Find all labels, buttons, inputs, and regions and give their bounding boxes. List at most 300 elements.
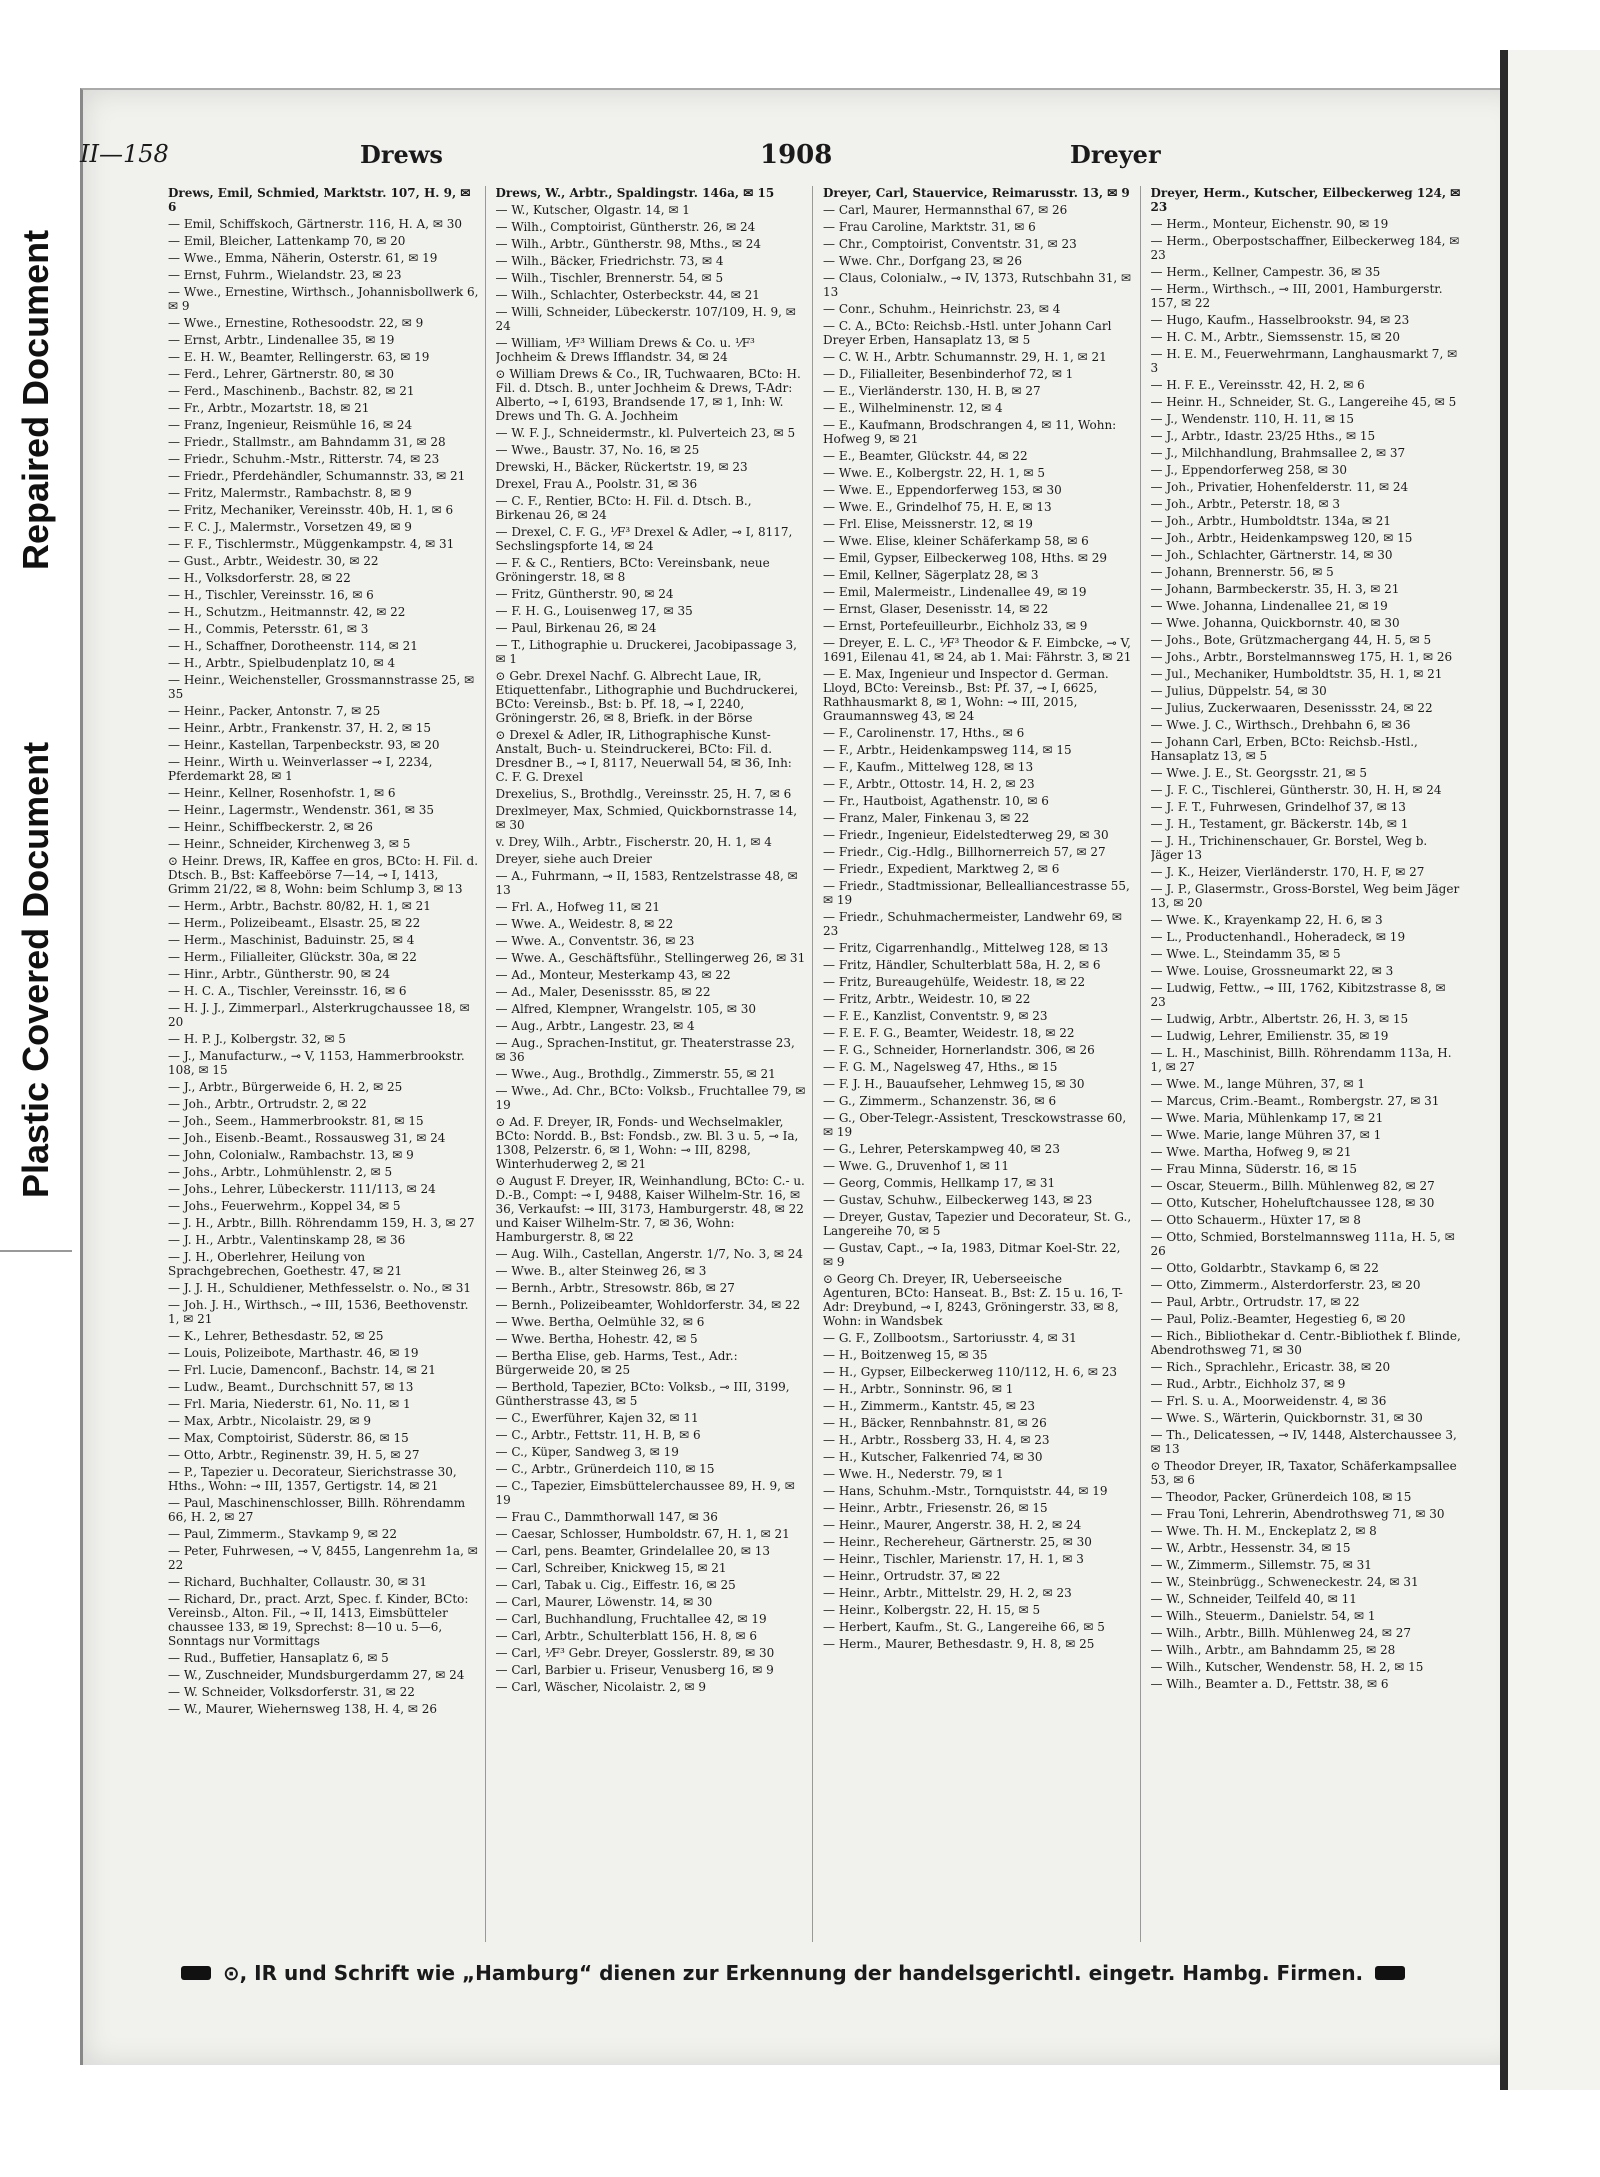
page-number: II—158	[80, 140, 169, 168]
directory-entry: — H., Schutzm., Heitmannstr. 42, ✉ 22	[168, 605, 406, 619]
directory-entry: — Hans, Schuhm.-Mstr., Tornquiststr. 44, ✉ 19	[823, 1484, 1108, 1498]
directory-entry: — Herm., Kellner, Campestr. 36, ✉ 35	[1150, 265, 1381, 279]
directory-entry: — Ernst, Glaser, Desenisstr. 14, ✉ 22	[823, 602, 1049, 616]
directory-entry: — Ferd., Maschinenb., Bachstr. 82, ✉ 21	[168, 384, 415, 398]
directory-entry: — C., Ewerführer, Kajen 32, ✉ 11	[495, 1411, 699, 1425]
directory-entry: — Carl, pens. Beamter, Grindelallee 20, ✉ 13	[495, 1544, 770, 1558]
directory-entry: — Fritz, Bureaugehülfe, Weidestr. 18, ✉ 22	[823, 975, 1086, 989]
directory-entry: — G., Lehrer, Peterskampweg 40, ✉ 23	[823, 1142, 1060, 1156]
directory-entry: — J. F. T., Fuhrwesen, Grindelhof 37, ✉ 13	[1150, 800, 1406, 814]
directory-entry: — Rich., Bibliothekar d. Centr.-Bibliothek f. Blinde, Abendrothsweg 71, ✉ 30	[1150, 1329, 1461, 1357]
directory-entry: — J. H., Arbtr., Valentinskamp 28, ✉ 36	[168, 1233, 406, 1247]
directory-entry: — Willi, Schneider, Lübeckerstr. 107/109, H. 9, ✉ 24	[495, 305, 796, 333]
directory-entry: — Chr., Comptoirist, Conventstr. 31, ✉ 23	[823, 237, 1077, 251]
directory-entry: — J., Manufacturw., ⊸ V, 1153, Hammerbrookstr. 108, ✉ 15	[168, 1049, 465, 1077]
directory-entry: — Frau Minna, Süderstr. 16, ✉ 15	[1150, 1162, 1357, 1176]
directory-entry: Drews, W., Arbtr., Spaldingstr. 146a, ✉ 15	[495, 186, 775, 200]
directory-entry: — Heinr. H., Schneider, St. G., Langereihe 45, ✉ 5	[1150, 395, 1457, 409]
directory-entry: — Bertha Elise, geb. Harms, Test., Adr.: Bürgerweide 20, ✉ 25	[495, 1349, 738, 1377]
pointing-hand-icon	[1375, 1966, 1405, 1980]
directory-entry: — F. G. M., Nagelsweg 47, Hths., ✉ 15	[823, 1060, 1058, 1074]
directory-entry: — A., Fuhrmann, ⊸ II, 1583, Rentzelstrasse 48, ✉ 13	[495, 869, 798, 897]
directory-entry: — K., Lehrer, Bethesdastr. 52, ✉ 25	[168, 1329, 384, 1343]
directory-entry: — Paul, Poliz.-Beamter, Hegestieg 6, ✉ 20	[1150, 1312, 1406, 1326]
directory-entry: — Julius, Zuckerwaaren, Desenissstr. 24, ✉ 22	[1150, 701, 1433, 715]
directory-entry: — Johann, Brennerstr. 56, ✉ 5	[1150, 565, 1334, 579]
directory-entry: — Carl, Wäscher, Nicolaistr. 2, ✉ 9	[495, 1680, 706, 1694]
directory-entry: — C., Arbtr., Grünerdeich 110, ✉ 15	[495, 1462, 715, 1476]
adjacent-page-edge	[1500, 50, 1600, 2090]
directory-entry: — Wwe., Baustr. 37, No. 16, ✉ 25	[495, 443, 700, 457]
directory-entry: — J., Arbtr., Bürgerweide 6, H. 2, ✉ 25	[168, 1080, 403, 1094]
directory-entry: — Wwe., Ad. Chr., BCto: Volksb., Fruchtallee 79, ✉ 19	[495, 1084, 806, 1112]
directory-entry: — W., Schneider, Teilfeld 40, ✉ 11	[1150, 1592, 1357, 1606]
directory-entry: — Wwe., Ernestine, Wirthsch., Johannisbollwerk 6, ✉ 9	[168, 285, 479, 313]
directory-entry: — Ernst, Portefeuilleurbr., Eichholz 33, ✉ 9	[823, 619, 1088, 633]
header-last-name: Dreyer	[1070, 140, 1161, 169]
directory-entry: — Fritz, Cigarrenhandlg., Mittelweg 128, ✉ 13	[823, 941, 1109, 955]
directory-entry: — Wwe. A., Weidestr. 8, ✉ 22	[495, 917, 674, 931]
directory-entry: — H., Arbtr., Rossberg 33, H. 4, ✉ 23	[823, 1433, 1050, 1447]
directory-entry: — E., Beamter, Glückstr. 44, ✉ 22	[823, 449, 1028, 463]
directory-entry: Drexelius, S., Brothdlg., Vereinsstr. 25, H. 7, ✉ 6	[495, 787, 792, 801]
directory-entry: — Max, Arbtr., Nicolaistr. 29, ✉ 9	[168, 1414, 371, 1428]
directory-entry: — P., Tapezier u. Decorateur, Sierichstrasse 30, Hths., Wohn: ⊸ III, 1357, Gertigstr. 14, ✉ 21	[168, 1465, 457, 1493]
directory-entry: — H., Arbtr., Sonninstr. 96, ✉ 1	[823, 1382, 1014, 1396]
directory-entry: — Heinr., Weichensteller, Grossmannstrasse 25, ✉ 35	[168, 673, 475, 701]
directory-entry: ⊙ Ad. F. Dreyer, IR, Fonds- und Wechselmakler, BCto: Nordd. B., Bst: Fondsb., zw. Bl. 3 u. 5, ⊸ Ia, 1308, Pelzerstr. 6, ✉ 1, Wohn: ⊸ III, 8298, Winterhuderweg 2, ✉ 21	[495, 1115, 799, 1171]
directory-entry: — H., Schaffner, Dorotheenstr. 114, ✉ 21	[168, 639, 418, 653]
directory-entry: — Drexel, C. F. G., ⅟F³ Drexel & Adler, ⊸ I, 8117, Sechslingspforte 14, ✉ 24	[495, 525, 793, 553]
directory-entry: — C., Küper, Sandweg 3, ✉ 19	[495, 1445, 679, 1459]
directory-entry: — H., Gypser, Eilbeckerweg 110/112, H. 6, ✉ 23	[823, 1365, 1117, 1379]
directory-entry: — Bernh., Arbtr., Stresowstr. 86b, ✉ 27	[495, 1281, 735, 1295]
directory-entry: — Emil, Schiffskoch, Gärtnerstr. 116, H. A, ✉ 30	[168, 217, 462, 231]
directory-entry: — H. C. M., Arbtr., Siemssenstr. 15, ✉ 20	[1150, 330, 1401, 344]
directory-entry: — Paul, Arbtr., Ortrudstr. 17, ✉ 22	[1150, 1295, 1360, 1309]
directory-entry: — J. H., Trichinenschauer, Gr. Borstel, Weg b. Jäger 13	[1150, 834, 1428, 862]
directory-entry: — Wwe., Ernestine, Rothesoodstr. 22, ✉ 9	[168, 316, 424, 330]
directory-entry: — Ludwig, Arbtr., Albertstr. 26, H. 3, ✉ 15	[1150, 1012, 1409, 1026]
directory-entry: — G., Zimmerm., Schanzenstr. 36, ✉ 6	[823, 1094, 1057, 1108]
directory-entry: Drewski, H., Bäcker, Rückertstr. 19, ✉ 23	[495, 460, 748, 474]
directory-entry: — Johs., Feuerwehrm., Koppel 34, ✉ 5	[168, 1199, 401, 1213]
directory-entry: ⊙ Gebr. Drexel Nachf. G. Albrecht Laue, IR, Etiquettenfabr., Lithographie und Buchdruckerei, BCto: Vereinsb., Bst: b. Pf. 18, ⊸ I, 2240, Gröningerstr. 26, ✉ 8, Briefk. in der Börse	[495, 669, 799, 725]
footer-note: ⊙, IR und Schrift wie „Hamburg“ dienen zur Erkennung der handelsgerichtl. eingetr. Hambg. Firmen.	[222, 1961, 1364, 1985]
directory-entry: — Wilh., Bäcker, Friedrichstr. 73, ✉ 4	[495, 254, 724, 268]
directory-entry: — Herm., Filialleiter, Glückstr. 30a, ✉ 22	[168, 950, 417, 964]
directory-entry: — Alfred, Klempner, Wrangelstr. 105, ✉ 30	[495, 1002, 756, 1016]
directory-entry: — Dreyer, E. L. C., ⅟F³ Theodor & F. Eimbcke, ⊸ V, 1691, Eilenau 41, ✉ 24, ab 1. Mai: Fährstr. 3, ✉ 21	[823, 636, 1132, 664]
directory-entry: — F. & C., Rentiers, BCto: Vereinsbank, neue Gröningerstr. 18, ✉ 8	[495, 556, 770, 584]
directory-column-1	[168, 186, 486, 1942]
directory-entry: — Otto, Schmied, Borstelmannsweg 111a, H. 5, ✉ 26	[1150, 1230, 1455, 1258]
directory-entry: — Heinr., Schiffbeckerstr. 2, ✉ 26	[168, 820, 373, 834]
directory-entry: — Gustav, Capt., ⊸ Ia, 1983, Ditmar Koel-Str. 22, ✉ 9	[823, 1241, 1121, 1269]
directory-entry: — Johann, Barmbeckerstr. 35, H. 3, ✉ 21	[1150, 582, 1400, 596]
directory-entry: — C., Tapezier, Eimsbüttelerchaussee 89, H. 9, ✉ 19	[495, 1479, 795, 1507]
directory-entry: — Berthold, Tapezier, BCto: Volksb., ⊸ III, 3199, Güntherstrasse 43, ✉ 5	[495, 1380, 790, 1408]
directory-entry: — Wilh., Schlachter, Osterbeckstr. 44, ✉ 21	[495, 288, 760, 302]
directory-entry: — Fritz, Malermstr., Rambachstr. 8, ✉ 9	[168, 486, 412, 500]
plastic-covered-document-label: Plastic Covered Document	[0, 690, 72, 1252]
directory-entry: — J. H., Testament, gr. Bäckerstr. 14b, ✉ 1	[1150, 817, 1409, 831]
directory-entry: — Frl. Lucie, Damenconf., Bachstr. 14, ✉ 21	[168, 1363, 436, 1377]
directory-entry: ⊙ Heinr. Drews, IR, Kaffee en gros, BCto: H. Fil. d. Dtsch. B., Bst: Kaffeebörse 7—14, ⊸ I, 1413, Grimm 21/22, ✉ 8, Wohn: beim Schlump 3, ✉ 13	[168, 854, 479, 896]
directory-entry: — Herbert, Kaufm., St. G., Langereihe 66, ✉ 5	[823, 1620, 1105, 1634]
directory-entry: — Friedr., Stadtmissionar, Bellealliancestrasse 55, ✉ 19	[823, 879, 1130, 907]
directory-entry: Dreyer, Herm., Kutscher, Eilbeckerweg 124, ✉ 23	[1150, 186, 1461, 214]
directory-entry: — Heinr., Arbtr., Frankenstr. 37, H. 2, ✉ 15	[168, 721, 432, 735]
directory-entry: — Otto, Arbtr., Reginenstr. 39, H. 5, ✉ 27	[168, 1448, 420, 1462]
directory-entry: v. Drey, Wilh., Arbtr., Fischerstr. 20, H. 1, ✉ 4	[495, 835, 772, 849]
directory-entry: — Johs., Lehrer, Lübeckerstr. 111/113, ✉ 24	[168, 1182, 436, 1196]
directory-entry: — Friedr., Cig.-Hdlg., Billhornerreich 57, ✉ 27	[823, 845, 1106, 859]
directory-entry: — Johs., Arbtr., Borstelmannsweg 175, H. 1, ✉ 26	[1150, 650, 1453, 664]
directory-entry: — W., Arbtr., Hessenstr. 34, ✉ 15	[1150, 1541, 1351, 1555]
directory-entry: — Friedr., Schuhm.-Mstr., Ritterstr. 74, ✉ 23	[168, 452, 440, 466]
directory-entry: — Wwe. A., Conventstr. 36, ✉ 23	[495, 934, 695, 948]
directory-entry: — Fr., Arbtr., Mozartstr. 18, ✉ 21	[168, 401, 370, 415]
directory-entry: — C. W. H., Arbtr. Schumannstr. 29, H. 1, ✉ 21	[823, 350, 1107, 364]
directory-entry: — Wwe. H., Nederstr. 79, ✉ 1	[823, 1467, 1004, 1481]
directory-entry: — Wwe. E., Eppendorferweg 153, ✉ 30	[823, 483, 1062, 497]
directory-entry: — F., Arbtr., Heidenkampsweg 114, ✉ 15	[823, 743, 1072, 757]
directory-entry: — Heinr., Arbtr., Mittelstr. 29, H. 2, ✉ 23	[823, 1586, 1072, 1600]
directory-entry: — J. P., Glasermstr., Gross-Borstel, Weg beim Jäger 13, ✉ 20	[1150, 882, 1460, 910]
directory-entry: — Heinr., Ortrudstr. 37, ✉ 22	[823, 1569, 1001, 1583]
directory-entry: — Friedr., Stallmstr., am Bahndamm 31, ✉ 28	[168, 435, 446, 449]
directory-entry: — Wwe. B., alter Steinweg 26, ✉ 3	[495, 1264, 707, 1278]
directory-entry: — Wilh., Tischler, Brennerstr. 54, ✉ 5	[495, 271, 724, 285]
directory-entry: — Otto, Kutscher, Hoheluftchaussee 128, ✉ 30	[1150, 1196, 1435, 1210]
pointing-hand-icon	[181, 1966, 211, 1980]
directory-entry: — Bernh., Polizeibeamter, Wohldorferstr. 34, ✉ 22	[495, 1298, 801, 1312]
directory-entry: — Wilh., Comptoirist, Güntherstr. 26, ✉ 24	[495, 220, 756, 234]
directory-entry: — Heinr., Tischler, Marienstr. 17, H. 1, ✉ 3	[823, 1552, 1084, 1566]
directory-entry: — Frau C., Dammthorwall 147, ✉ 36	[495, 1510, 718, 1524]
directory-entry: — Emil, Kellner, Sägerplatz 28, ✉ 3	[823, 568, 1039, 582]
directory-entry: — W., Zimmerm., Sillemstr. 75, ✉ 31	[1150, 1558, 1372, 1572]
directory-entry: — F. G., Schneider, Hornerlandstr. 306, ✉ 26	[823, 1043, 1095, 1057]
directory-entry: — E., Vierländerstr. 130, H. B, ✉ 27	[823, 384, 1041, 398]
directory-entry: — Richard, Dr., pract. Arzt, Spec. f. Kinder, BCto: Vereinsb., Alton. Fil., ⊸ II, 1413, Eimsbütteler chaussee 133, ✉ 19, Sprechst: 8—10 u. 5—6, Sonntags nur Vormittags	[168, 1592, 469, 1648]
directory-entry: — Aug. Wilh., Castellan, Angerstr. 1/7, No. 3, ✉ 24	[495, 1247, 804, 1261]
directory-entry: — Heinr., Schneider, Kirchenweg 3, ✉ 5	[168, 837, 411, 851]
directory-entry: — Friedr., Ingenieur, Eidelstedterweg 29, ✉ 30	[823, 828, 1109, 842]
directory-entry: — Wilh., Kutscher, Wendenstr. 58, H. 2, ✉ 15	[1150, 1660, 1424, 1674]
directory-entry: — W., Maurer, Wiehernsweg 138, H. 4, ✉ 26	[168, 1702, 437, 1716]
directory-entry: — William, ⅟F³ William Drews & Co. u. ⅟F³ Jochheim & Drews Ifflandstr. 34, ✉ 24	[495, 336, 755, 364]
directory-entry: — H., Tischler, Vereinsstr. 16, ✉ 6	[168, 588, 374, 602]
directory-entry: ⊙ Drexel & Adler, IR, Lithographische Kunst-Anstalt, Buch- u. Steindruckerei, BCto: Fil. d. Dresdner B., ⊸ I, 8117, Neuerwall 54, ✉ 36, Inh: C. F. G. Drexel	[495, 728, 792, 784]
directory-entry: — E., Kaufmann, Brodschrangen 4, ✉ 11, Wohn: Hofweg 9, ✉ 21	[823, 418, 1117, 446]
directory-column-4	[1151, 186, 1469, 1942]
directory-column-2	[496, 186, 814, 1942]
directory-entry: — Heinr., Maurer, Angerstr. 38, H. 2, ✉ 24	[823, 1518, 1082, 1532]
directory-entry: — L. H., Maschinist, Billh. Röhrendamm 113a, H. 1, ✉ 27	[1150, 1046, 1452, 1074]
directory-entry: — H., Boitzenweg 15, ✉ 35	[823, 1348, 988, 1362]
page-footer	[168, 1955, 1418, 1991]
directory-entry: — Emil, Gypser, Eilbeckerweg 108, Hths. ✉ 29	[823, 551, 1108, 565]
directory-entry: — Frl. Maria, Niederstr. 61, No. 11, ✉ 1	[168, 1397, 411, 1411]
directory-entry: — F. E. F. G., Beamter, Weidestr. 18, ✉ 22	[823, 1026, 1075, 1040]
directory-entry: — Frau Caroline, Marktstr. 31, ✉ 6	[823, 220, 1036, 234]
directory-entry: — Herm., Monteur, Eichenstr. 90, ✉ 19	[1150, 217, 1389, 231]
directory-column-3	[823, 186, 1141, 1942]
directory-entry: — F. H. G., Louisenweg 17, ✉ 35	[495, 604, 693, 618]
directory-entry: — Gust., Arbtr., Weidestr. 30, ✉ 22	[168, 554, 379, 568]
directory-entry: — Ludw., Beamt., Durchschnitt 57, ✉ 13	[168, 1380, 414, 1394]
directory-entry: — Ernst, Fuhrm., Wielandstr. 23, ✉ 23	[168, 268, 402, 282]
directory-entry: — Caesar, Schlosser, Humboldstr. 67, H. 1, ✉ 21	[495, 1527, 790, 1541]
header-year: 1908	[760, 140, 833, 170]
directory-entry: — Carl, Tabak u. Cig., Eiffestr. 16, ✉ 25	[495, 1578, 736, 1592]
directory-entry: — C., Arbtr., Fettstr. 11, H. B, ✉ 6	[495, 1428, 701, 1442]
directory-entry: — Wilh., Arbtr., am Bahndamm 25, ✉ 28	[1150, 1643, 1396, 1657]
directory-entry: — E. Max, Ingenieur und Inspector d. German. Lloyd, BCto: Vereinsb., Bst: Pf. 37, ⊸ I, 6625, Rathhausmarkt 8, ✉ 1, Wohn: ⊸ III, 2015, Graumannsweg 43, ✉ 24	[823, 667, 1109, 723]
directory-entry: — T., Lithographie u. Druckerei, Jacobipassage 3, ✉ 1	[495, 638, 797, 666]
directory-entry: — Ernst, Arbtr., Lindenallee 35, ✉ 19	[168, 333, 395, 347]
directory-entry: — Herm., Maurer, Bethesdastr. 9, H. 8, ✉ 25	[823, 1637, 1095, 1651]
directory-entry: — Joh., Eisenb.-Beamt., Rossausweg 31, ✉ 24	[168, 1131, 446, 1145]
directory-entry: — J., Milchhandlung, Brahmsallee 2, ✉ 37	[1150, 446, 1406, 460]
directory-columns	[168, 186, 1468, 1942]
directory-entry: — Wwe. Johanna, Lindenallee 21, ✉ 19	[1150, 599, 1388, 613]
directory-entry: — F. E., Kanzlist, Conventstr. 9, ✉ 23	[823, 1009, 1048, 1023]
directory-entry: — H., Kutscher, Falkenried 74, ✉ 30	[823, 1450, 1043, 1464]
directory-entry: — Ferd., Lehrer, Gärtnerstr. 80, ✉ 30	[168, 367, 395, 381]
directory-entry: Drexel, Frau A., Poolstr. 31, ✉ 36	[495, 477, 698, 491]
directory-entry: — Wwe. A., Geschäftsführ., Stellingerweg 26, ✉ 31	[495, 951, 806, 965]
directory-entry: — W., Steinbrügg., Schweneckestr. 24, ✉ 31	[1150, 1575, 1419, 1589]
directory-entry: — Paul, Maschinenschlosser, Billh. Röhrendamm 66, H. 2, ✉ 27	[168, 1496, 466, 1524]
directory-entry: — L., Productenhandl., Hoheradeck, ✉ 19	[1150, 930, 1406, 944]
directory-entry: — Herm., Wirthsch., ⊸ III, 2001, Hamburgerstr. 157, ✉ 22	[1150, 282, 1443, 310]
directory-entry: — H., Arbtr., Spielbudenplatz 10, ✉ 4	[168, 656, 396, 670]
directory-entry: — J., Wendenstr. 110, H. 11, ✉ 15	[1150, 412, 1355, 426]
directory-entry: Dreyer, siehe auch Dreier	[495, 852, 652, 866]
directory-entry: — Wwe., Emma, Näherin, Osterstr. 61, ✉ 19	[168, 251, 438, 265]
repaired-document-label: Repaired Document	[15, 229, 56, 571]
directory-entry: — H., Bäcker, Rennbahnstr. 81, ✉ 26	[823, 1416, 1047, 1430]
directory-entry: — John, Colonialw., Rambachstr. 13, ✉ 9	[168, 1148, 414, 1162]
directory-entry: ⊙ Georg Ch. Dreyer, IR, Ueberseeische Agenturen, BCto: Hanseat. B., Bst: Z. 15 u. 16, T-Adr: Dreybund, ⊸ I, 8243, Gröningerstr. 33, ✉ 8, Wohn: in Wandsbek	[823, 1272, 1123, 1328]
directory-entry: — F. C. J., Malermstr., Vorsetzen 49, ✉ 9	[168, 520, 412, 534]
directory-entry: — Wwe. M., lange Mühren, 37, ✉ 1	[1150, 1077, 1366, 1091]
directory-entry: — Joh., Seem., Hammerbrookstr. 81, ✉ 15	[168, 1114, 424, 1128]
directory-entry: — Friedr., Expedient, Marktweg 2, ✉ 6	[823, 862, 1060, 876]
directory-entry: ⊙ August F. Dreyer, IR, Weinhandlung, BCto: C.- u. D.-B., Compt: ⊸ I, 9488, Kaiser Wilhelm-Str. 16, ✉ 36, Verkaufst: ⊸ III, 3173, Hamburgerstr. 48, ✉ 22 und Kaiser Wilhelm-Str. 7, ✉ 36, Wohn: Hamburgerstr. 8, ✉ 22	[495, 1174, 805, 1244]
directory-entry: — H. P. J., Kolbergstr. 32, ✉ 5	[168, 1032, 346, 1046]
directory-entry: — Wwe. J. E., St. Georgsstr. 21, ✉ 5	[1150, 766, 1367, 780]
directory-entry: — J. H., Arbtr., Billh. Röhrendamm 159, H. 3, ✉ 27	[168, 1216, 475, 1230]
directory-entry: — Wwe. Louise, Grossneumarkt 22, ✉ 3	[1150, 964, 1394, 978]
directory-entry: — Claus, Colonialw., ⊸ IV, 1373, Rutschbahn 31, ✉ 13	[823, 271, 1132, 299]
directory-entry: — Johs., Arbtr., Lohmühlenstr. 2, ✉ 5	[168, 1165, 393, 1179]
directory-entry: — Frau Toni, Lehrerin, Abendrothsweg 71, ✉ 30	[1150, 1507, 1445, 1521]
directory-entry: — Frl. Elise, Meissnerstr. 12, ✉ 19	[823, 517, 1033, 531]
directory-entry: — Ad., Monteur, Mesterkamp 43, ✉ 22	[495, 968, 731, 982]
directory-entry: — H., Volksdorferstr. 28, ✉ 22	[168, 571, 351, 585]
directory-entry: — Herm., Oberpostschaffner, Eilbeckerweg 184, ✉ 23	[1150, 234, 1460, 262]
directory-entry: — Max, Comptoirist, Süderstr. 86, ✉ 15	[168, 1431, 409, 1445]
directory-entry: — Emil, Bleicher, Lattenkamp 70, ✉ 20	[168, 234, 406, 248]
directory-entry: — Rud., Arbtr., Eichholz 37, ✉ 9	[1150, 1377, 1346, 1391]
directory-entry: — F. J. H., Bauaufseher, Lehmweg 15, ✉ 30	[823, 1077, 1085, 1091]
directory-entry: — W., Zuschneider, Mundsburgerdamm 27, ✉ 24	[168, 1668, 465, 1682]
directory-entry: — Otto, Zimmerm., Alsterdorferstr. 23, ✉ 20	[1150, 1278, 1421, 1292]
directory-entry: — F., Kaufm., Mittelweg 128, ✉ 13	[823, 760, 1034, 774]
directory-entry: — Otto Schauerm., Hüxter 17, ✉ 8	[1150, 1213, 1361, 1227]
directory-entry: — Wwe. G., Druvenhof 1, ✉ 11	[823, 1159, 1010, 1173]
directory-entry: — Johs., Bote, Grützmachergang 44, H. 5, ✉ 5	[1150, 633, 1432, 647]
directory-entry: ⊙ William Drews & Co., IR, Tuchwaaren, BCto: H. Fil. d. Dtsch. B., unter Jochheim & Drews, T-Adr: Alberto, ⊸ I, 6193, Brandsende 17, ✉ 1, Inh: W. Drews und Th. G. A. Jochheim	[495, 367, 801, 423]
directory-entry: — Wwe. Johanna, Quickbornstr. 40, ✉ 30	[1150, 616, 1400, 630]
directory-entry: — Heinr., Arbtr., Friesenstr. 26, ✉ 15	[823, 1501, 1048, 1515]
directory-entry: — Friedr., Pferdehändler, Schumannstr. 33, ✉ 21	[168, 469, 466, 483]
directory-entry: — Rich., Sprachlehr., Ericastr. 38, ✉ 20	[1150, 1360, 1391, 1374]
directory-entry: — W. Schneider, Volksdorferstr. 31, ✉ 22	[168, 1685, 415, 1699]
directory-entry: — F., Carolinenstr. 17, Hths., ✉ 6	[823, 726, 1025, 740]
directory-entry: — J. J. H., Schuldiener, Methfesselstr. o. No., ✉ 31	[168, 1281, 471, 1295]
directory-entry: — Heinr., Kellner, Rosenhofstr. 1, ✉ 6	[168, 786, 396, 800]
directory-entry: — Wwe., Aug., Brothdlg., Zimmerstr. 55, ✉ 21	[495, 1067, 776, 1081]
directory-entry: — Wwe. Bertha, Hohestr. 42, ✉ 5	[495, 1332, 698, 1346]
directory-entry: — Paul, Birkenau 26, ✉ 24	[495, 621, 657, 635]
directory-entry: — Carl, ⅟F³ Gebr. Dreyer, Gosslerstr. 89, ✉ 30	[495, 1646, 775, 1660]
directory-entry: — H. E. M., Feuerwehrmann, Langhausmarkt 7, ✉ 3	[1150, 347, 1458, 375]
directory-entry: — Carl, Schreiber, Knickweg 15, ✉ 21	[495, 1561, 727, 1575]
directory-entry: — Joh., Schlachter, Gärtnerstr. 14, ✉ 30	[1150, 548, 1393, 562]
directory-entry: — E. H. W., Beamter, Rellingerstr. 63, ✉ 19	[168, 350, 430, 364]
directory-entry: — Louis, Polizeibote, Marthastr. 46, ✉ 19	[168, 1346, 419, 1360]
directory-entry: — C. F., Rentier, BCto: H. Fil. d. Dtsch. B., Birkenau 26, ✉ 24	[495, 494, 752, 522]
directory-entry: — Joh., Privatier, Hohenfelderstr. 11, ✉ 24	[1150, 480, 1409, 494]
directory-entry: Drexlmeyer, Max, Schmied, Quickbornstrasse 14, ✉ 30	[495, 804, 798, 832]
directory-entry: — Fr., Hautboist, Agathenstr. 10, ✉ 6	[823, 794, 1049, 808]
directory-entry: — G. F., Zollbootsm., Sartoriusstr. 4, ✉ 31	[823, 1331, 1077, 1345]
directory-entry: — Theodor, Packer, Grünerdeich 108, ✉ 15	[1150, 1490, 1412, 1504]
directory-entry: — J., Arbtr., Idastr. 23/25 Hths., ✉ 15	[1150, 429, 1376, 443]
directory-entry: — Franz, Maler, Finkenau 3, ✉ 22	[823, 811, 1030, 825]
directory-entry: — Fritz, Händler, Schulterblatt 58a, H. 2, ✉ 6	[823, 958, 1101, 972]
directory-entry: — Julius, Düppelstr. 54, ✉ 30	[1150, 684, 1327, 698]
directory-entry: — Dreyer, Gustav, Tapezier und Decorateur, St. G., Langereihe 70, ✉ 5	[823, 1210, 1132, 1238]
directory-entry: — Joh., Arbtr., Humboldtstr. 134a, ✉ 21	[1150, 514, 1391, 528]
directory-entry: — Carl, Maurer, Löwenstr. 14, ✉ 30	[495, 1595, 713, 1609]
directory-entry: — Herm., Maschinist, Baduinstr. 25, ✉ 4	[168, 933, 415, 947]
directory-entry: — H. F. E., Vereinsstr. 42, H. 2, ✉ 6	[1150, 378, 1365, 392]
directory-entry: — D., Filialleiter, Besenbinderhof 72, ✉ 1	[823, 367, 1074, 381]
directory-entry: — Conr., Schuhm., Heinrichstr. 23, ✉ 4	[823, 302, 1061, 316]
directory-entry: — F. F., Tischlermstr., Müggenkampstr. 4, ✉ 31	[168, 537, 455, 551]
directory-entry: — Carl, Arbtr., Schulterblatt 156, H. 8, ✉ 6	[495, 1629, 758, 1643]
directory-entry: — Heinr., Packer, Antonstr. 7, ✉ 25	[168, 704, 381, 718]
directory-entry: — Frl. A., Hofweg 11, ✉ 21	[495, 900, 660, 914]
directory-entry: — Joh., Arbtr., Peterstr. 18, ✉ 3	[1150, 497, 1341, 511]
directory-entry: — Wwe. Bertha, Oelmühle 32, ✉ 6	[495, 1315, 705, 1329]
directory-entry: — Heinr., Lagermstr., Wendenstr. 361, ✉ 35	[168, 803, 435, 817]
directory-entry: — H., Zimmerm., Kantstr. 45, ✉ 23	[823, 1399, 1036, 1413]
directory-entry: — Fritz, Arbtr., Weidestr. 10, ✉ 22	[823, 992, 1031, 1006]
directory-entry: — Oscar, Steuerm., Billh. Mühlenweg 82, ✉ 27	[1150, 1179, 1435, 1193]
directory-entry: — G., Ober-Telegr.-Assistent, Tresckowstrasse 60, ✉ 19	[823, 1111, 1127, 1139]
directory-entry: — Wilh., Beamter a. D., Fettstr. 38, ✉ 6	[1150, 1677, 1389, 1691]
directory-entry: — Wwe. E., Grindelhof 75, H. E, ✉ 13	[823, 500, 1052, 514]
directory-entry: — Wwe. J. C., Wirthsch., Drehbahn 6, ✉ 36	[1150, 718, 1411, 732]
directory-entry: — Herm., Polizeibeamt., Elsastr. 25, ✉ 22	[168, 916, 421, 930]
directory-entry: — Joh., Arbtr., Heidenkampsweg 120, ✉ 15	[1150, 531, 1413, 545]
directory-entry: — Georg, Commis, Hellkamp 17, ✉ 31	[823, 1176, 1056, 1190]
directory-entry: — Rud., Buffetier, Hansaplatz 6, ✉ 5	[168, 1651, 389, 1665]
directory-entry: — Wwe. E., Kolbergstr. 22, H. 1, ✉ 5	[823, 466, 1046, 480]
directory-entry: — Ludwig, Fettw., ⊸ III, 1762, Kibitzstrasse 8, ✉ 23	[1150, 981, 1446, 1009]
directory-entry: — Fritz, Güntherstr. 90, ✉ 24	[495, 587, 674, 601]
page-header	[80, 140, 1160, 178]
directory-entry: — Fritz, Mechaniker, Vereinsstr. 40b, H. 1, ✉ 6	[168, 503, 454, 517]
directory-entry: — Ludwig, Lehrer, Emilienstr. 35, ✉ 19	[1150, 1029, 1389, 1043]
directory-entry: — Johann Carl, Erben, BCto: Reichsb.-Hstl., Hansaplatz 13, ✉ 5	[1150, 735, 1418, 763]
directory-entry: — J. K., Heizer, Vierländerstr. 170, H. F, ✉ 27	[1150, 865, 1425, 879]
directory-entry: — Wwe. K., Krayenkamp 22, H. 6, ✉ 3	[1150, 913, 1383, 927]
directory-entry: — Paul, Zimmerm., Stavkamp 9, ✉ 22	[168, 1527, 397, 1541]
directory-entry: — Wwe. Martha, Hofweg 9, ✉ 21	[1150, 1145, 1352, 1159]
directory-entry: — Otto, Goldarbtr., Stavkamp 6, ✉ 22	[1150, 1261, 1379, 1275]
directory-entry: — Aug., Arbtr., Langestr. 23, ✉ 4	[495, 1019, 695, 1033]
directory-entry: — Heinr., Kastellan, Tarpenbeckstr. 93, ✉ 20	[168, 738, 440, 752]
directory-entry: — Heinr., Kolbergstr. 22, H. 15, ✉ 5	[823, 1603, 1041, 1617]
directory-entry: — Joh., Arbtr., Ortrudstr. 2, ✉ 22	[168, 1097, 367, 1111]
directory-entry: — Wilh., Arbtr., Güntherstr. 98, Mths., ✉ 24	[495, 237, 761, 251]
directory-entry: — Richard, Buchhalter, Collaustr. 30, ✉ 31	[168, 1575, 428, 1589]
directory-entry: — Gustav, Schuhw., Eilbeckerweg 143, ✉ 23	[823, 1193, 1093, 1207]
directory-entry: — Peter, Fuhrwesen, ⊸ V, 8455, Langenrehm 1a, ✉ 22	[168, 1544, 478, 1572]
directory-entry: — Joh. J. H., Wirthsch., ⊸ III, 1536, Beethovenstr. 1, ✉ 21	[168, 1298, 469, 1326]
directory-entry: — C. A., BCto: Reichsb.-Hstl. unter Johann Carl Dreyer Erben, Hansaplatz 13, ✉ 5	[823, 319, 1112, 347]
directory-entry: ⊙ Theodor Dreyer, IR, Taxator, Schäferkampsallee 53, ✉ 6	[1150, 1459, 1457, 1487]
directory-entry: — Frl. S. u. A., Moorweidenstr. 4, ✉ 36	[1150, 1394, 1387, 1408]
directory-entry: — J. F. C., Tischlerei, Güntherstr. 30, H. H, ✉ 24	[1150, 783, 1442, 797]
directory-entry: — Wwe. L., Steindamm 35, ✉ 5	[1150, 947, 1341, 961]
directory-entry: — Wwe. Maria, Mühlenkamp 17, ✉ 21	[1150, 1111, 1384, 1125]
directory-entry: — H., Commis, Petersstr. 61, ✉ 3	[168, 622, 369, 636]
directory-entry: — Jul., Mechaniker, Humboldtstr. 35, H. 1, ✉ 21	[1150, 667, 1443, 681]
directory-entry: — Wwe. Marie, lange Mühren 37, ✉ 1	[1150, 1128, 1382, 1142]
directory-entry: — J. H., Oberlehrer, Heilung von Sprachgebrechen, Goethestr. 47, ✉ 21	[168, 1250, 403, 1278]
directory-entry: — Wwe. Chr., Dorfgang 23, ✉ 26	[823, 254, 1023, 268]
directory-entry: — Th., Delicatessen, ⊸ IV, 1448, Alsterchaussee 3, ✉ 13	[1150, 1428, 1457, 1456]
directory-entry: — Wilh., Steuerm., Danielstr. 54, ✉ 1	[1150, 1609, 1376, 1623]
directory-entry: — W. F. J., Schneidermstr., kl. Pulverteich 23, ✉ 5	[495, 426, 796, 440]
header-first-name: Drews	[360, 140, 443, 169]
directory-entry: — Aug., Sprachen-Institut, gr. Theaterstrasse 23, ✉ 36	[495, 1036, 795, 1064]
directory-entry: — F., Arbtr., Ottostr. 14, H. 2, ✉ 23	[823, 777, 1035, 791]
directory-entry: — Hinr., Arbtr., Güntherstr. 90, ✉ 24	[168, 967, 390, 981]
directory-entry: — Heinr., Rechereheur, Gärtnerstr. 25, ✉ 30	[823, 1535, 1092, 1549]
directory-entry: — Wwe. Th. H. M., Enckeplatz 2, ✉ 8	[1150, 1524, 1377, 1538]
directory-entry: — Wwe. S., Wärterin, Quickbornstr. 31, ✉ 30	[1150, 1411, 1423, 1425]
directory-entry: — H. J. J., Zimmerparl., Alsterkrugchaussee 18, ✉ 20	[168, 1001, 470, 1029]
directory-entry: — Carl, Buchhandlung, Fruchtallee 42, ✉ 19	[495, 1612, 767, 1626]
directory-entry: — J., Eppendorferweg 258, ✉ 30	[1150, 463, 1348, 477]
directory-entry: — Friedr., Schuhmachermeister, Landwehr 69, ✉ 23	[823, 910, 1122, 938]
directory-entry: — Carl, Barbier u. Friseur, Venusberg 16, ✉ 9	[495, 1663, 774, 1677]
directory-entry: — Hugo, Kaufm., Hasselbrookstr. 94, ✉ 23	[1150, 313, 1410, 327]
directory-entry: — E., Wilhelminenstr. 12, ✉ 4	[823, 401, 1003, 415]
directory-entry: — Ad., Maler, Desenissstr. 85, ✉ 22	[495, 985, 711, 999]
directory-entry: Drews, Emil, Schmied, Marktstr. 107, H. 9, ✉ 6	[168, 186, 471, 214]
